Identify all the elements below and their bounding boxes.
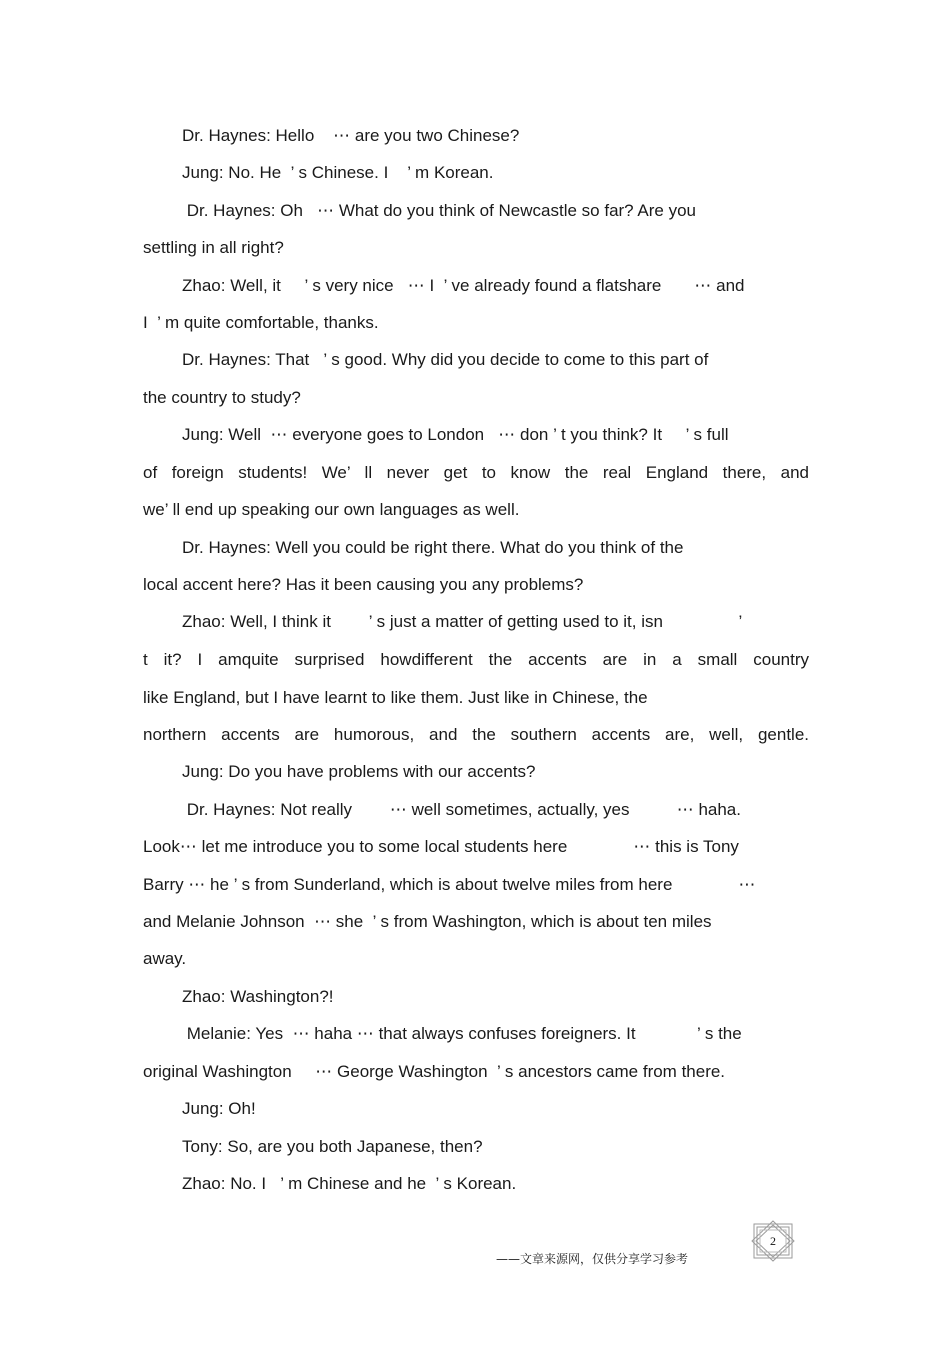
dialogue-line: I ’ m quite comfortable, thanks. <box>143 313 379 332</box>
page-number-badge <box>750 1220 796 1262</box>
dialogue-line: northern accents are humorous, and the southern accents are, well, gentle. <box>143 725 809 744</box>
dialogue-line: Jung: Oh! <box>182 1099 256 1118</box>
dialogue-line: and Melanie Johnson ⋯ she ’ s from Washington, which is about ten miles <box>143 912 712 931</box>
dialogue-line: Dr. Haynes: Hello ⋯ are you two Chinese? <box>182 126 520 145</box>
dialogue-line: Zhao: Well, I think it ’ s just a matter of getting used to it, isn ’ <box>182 612 743 631</box>
dialogue-line: Melanie: Yes ⋯ haha ⋯ that always confuses foreigners. It ’ s the <box>182 1024 742 1043</box>
dialogue-line: Zhao: No. I ’ m Chinese and he ’ s Korean. <box>182 1174 517 1193</box>
page-number: 2 <box>770 1234 776 1248</box>
dialogue-line: we’ ll end up speaking our own languages as well. <box>143 500 520 519</box>
dialogue-line: Dr. Haynes: Oh ⋯ What do you think of Newcastle so far? Are you <box>182 201 697 220</box>
dialogue-line: like England, but I have learnt to like them. Just like in Chinese, the <box>143 688 648 707</box>
dialogue-line: Look⋯ let me introduce you to some local students here ⋯ this is Tony <box>143 837 739 856</box>
dialogue-line: settling in all right? <box>143 238 284 257</box>
dialogue-line: t it? I amquite surprised howdifferent the accents are in a small country <box>143 650 809 669</box>
source-note: ——文章来源网，仅供分享学习参考 <box>496 1252 689 1266</box>
dialogue-line: original Washington ⋯ George Washington ’ s ancestors came from there. <box>143 1062 726 1081</box>
dialogue-line: local accent here? Has it been causing you any problems? <box>143 575 584 594</box>
dialogue-line: Tony: So, are you both Japanese, then? <box>182 1137 483 1156</box>
dialogue-line: Jung: Well ⋯ everyone goes to London ⋯ don ’ t you think? It ’ s full <box>182 425 729 444</box>
dialogue-line: Barry ⋯ he ’ s from Sunderland, which is about twelve miles from here ⋯ <box>143 875 756 894</box>
dialogue-line: Dr. Haynes: Not really ⋯ well sometimes, actually, yes ⋯ haha. <box>182 800 741 819</box>
dialogue-line: Zhao: Well, it ’ s very nice ⋯ I ’ ve already found a flatshare ⋯ and <box>182 276 745 295</box>
dialogue-line: Zhao: Washington?! <box>182 987 334 1006</box>
dialogue-line: Jung: No. He ’ s Chinese. I ’ m Korean. <box>182 163 494 182</box>
dialogue-line: Jung: Do you have problems with our accents? <box>182 762 536 781</box>
dialogue-line: away. <box>143 949 187 968</box>
dialogue-line: Dr. Haynes: Well you could be right there. What do you think of the <box>182 538 684 557</box>
dialogue-line: Dr. Haynes: That ’ s good. Why did you decide to come to this part of <box>182 350 709 369</box>
dialogue-line: of foreign students! We’ ll never get to know the real England there, and <box>143 463 809 482</box>
dialogue-line: the country to study? <box>143 388 301 407</box>
